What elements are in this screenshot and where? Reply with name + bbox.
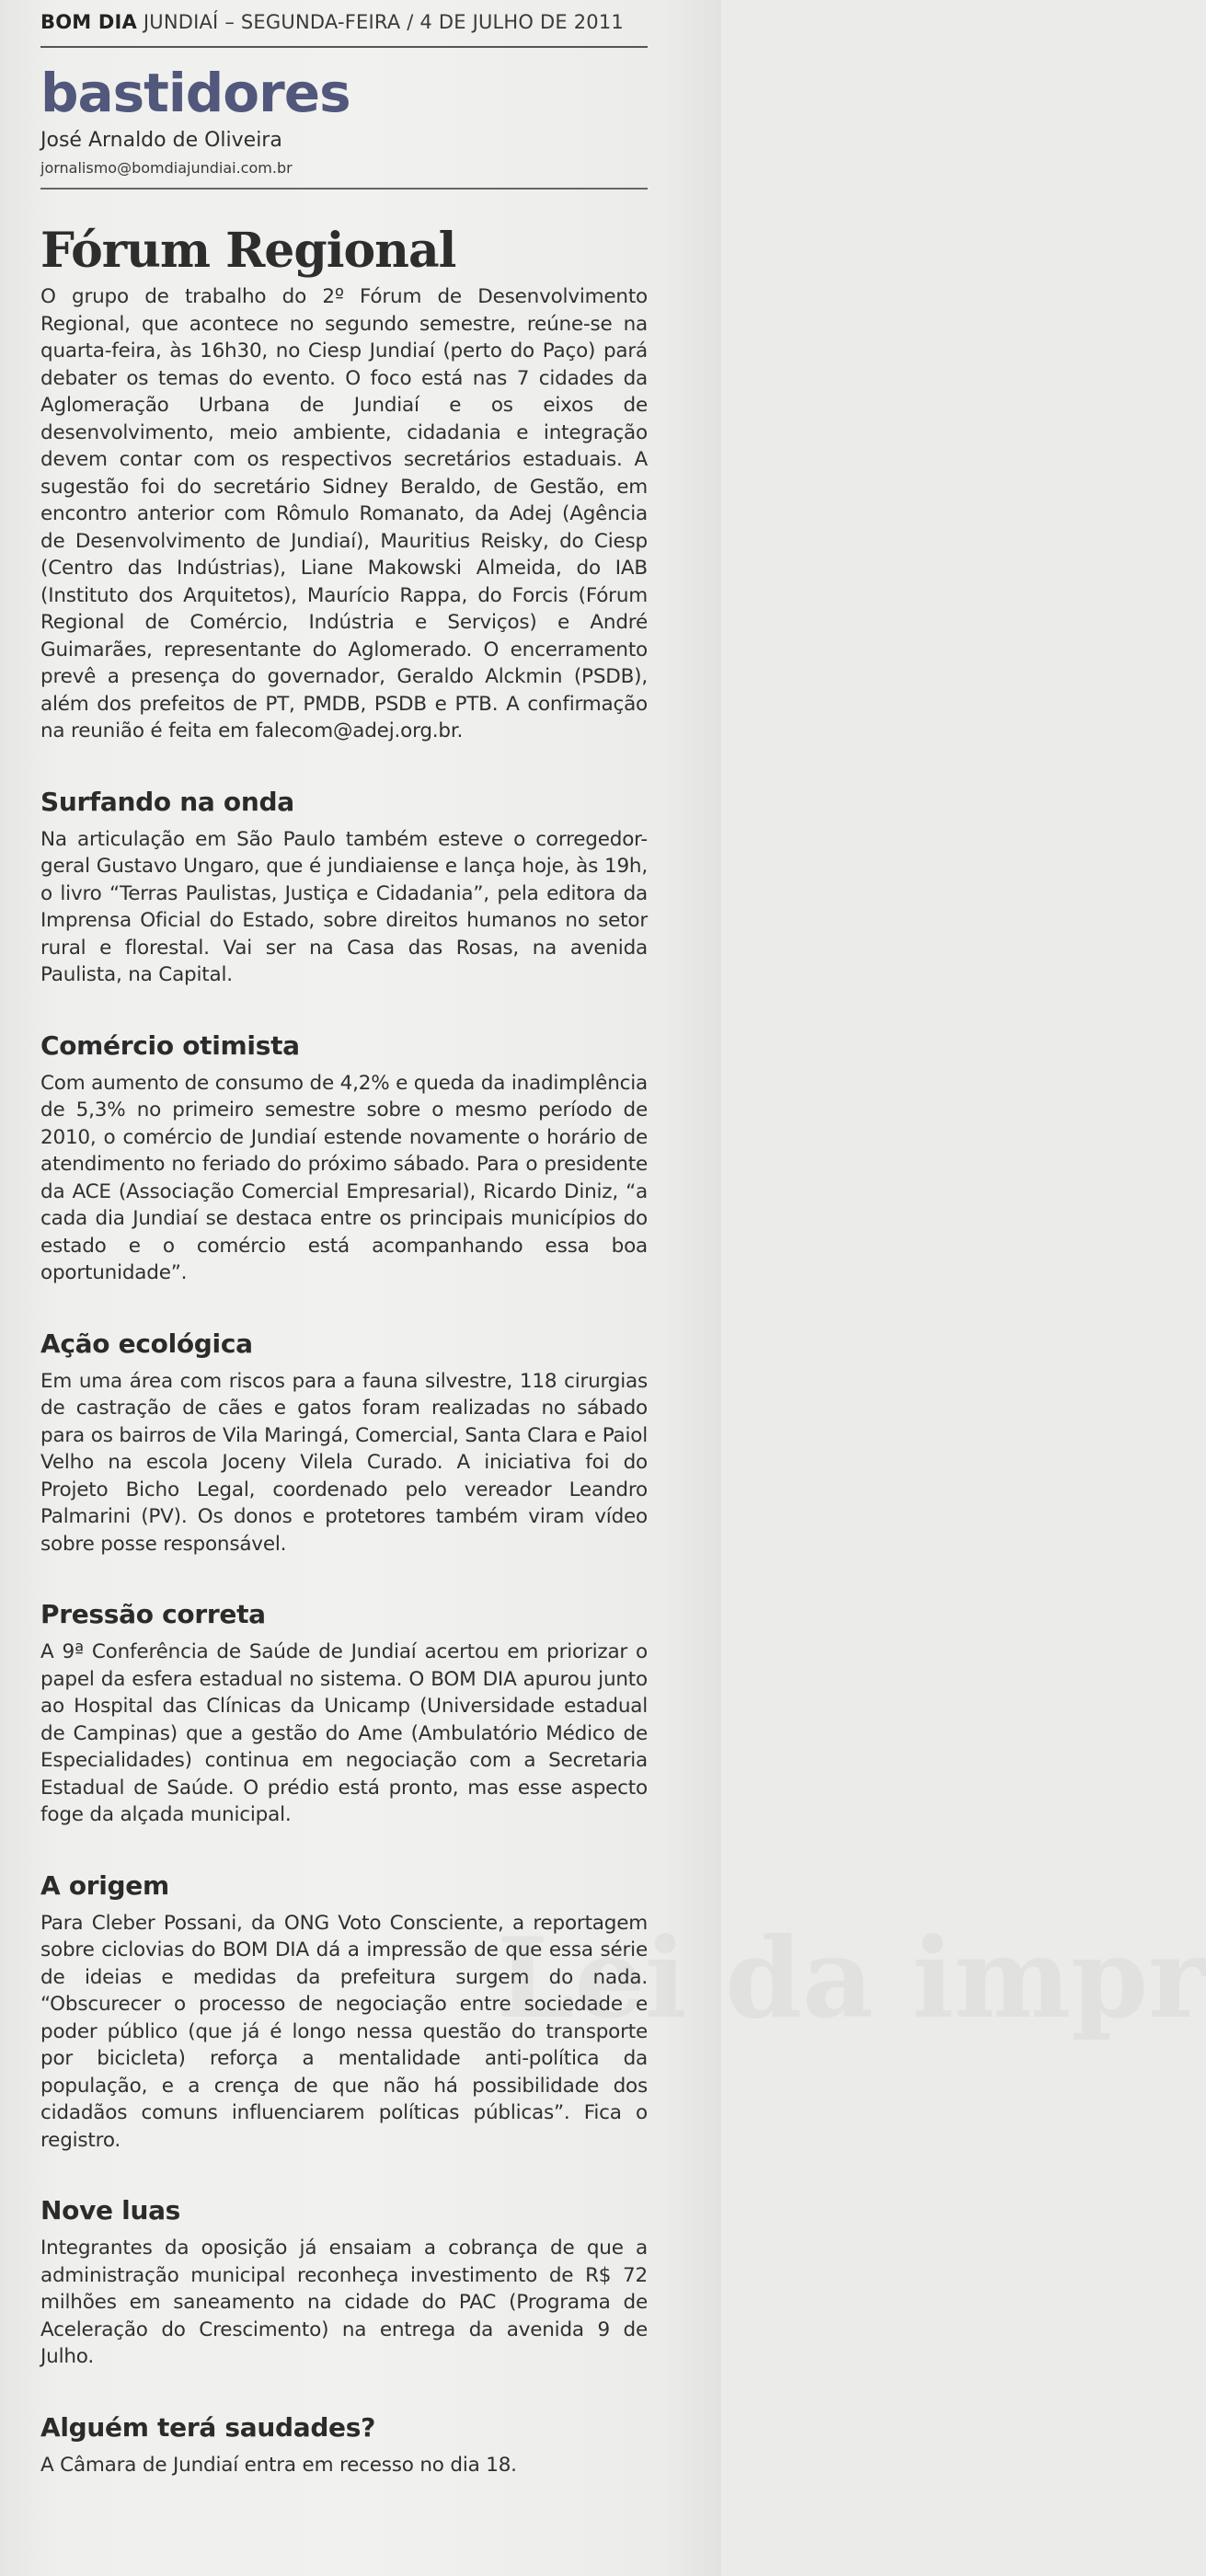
column-title: bastidores [40,62,350,124]
main-story-body: O grupo de trabalho do 2º Fórum de Desenvolvimento Regional, que acontece no segundo semestre, reúne-se na quarta-feira, às 16h30, no Ciesp Jundiaí (perto do Paço) pará debater os temas do evento. O foco está nas 7 cidades da Aglomeração Urbana de Jundiaí e os eixos de desenvolvimento, meio ambiente, cidadania e integração devem contar com os respectivos secretários estaduais. A sugestão foi do secretário Sidney Beraldo, de Gestão, em encontro anterior com Rômulo Romanato, da Adej (Agência de Desenvolvimento de Jundiaí), Mauritius Reisky, do Ciesp (Centro das Indústrias), Liane Makowski Almeida, do IAB (Instituto dos Arquitetos), Maurício Rappa, do Forcis (Fórum Regional de Comércio, Indústria e Serviços) e André Guimarães, representante do Aglomerado. O encerramento prevê a presença do governador, Geraldo Alckmin (PSDB), além dos prefeitos de PT, PMDB, PSDB e PTB. A confirmação na reunião é feita em falecom@adej.org.br. [40,285,648,742]
note-heading: Pressão correta [40,1599,266,1629]
note-body: Para Cleber Possani, da ONG Voto Consciente, a reportagem sobre ciclovias do BOM DIA dá a impressão de que essa série de ideias e medidas da prefeitura surgem do nada. “Obscurecer o processo de negociação entre sociedade e poder público (que já é longo nessa questão do transporte por bicicleta) reforça a mentalidade anti-política da população, e a crença de que não há possibilidade dos cidadãos comuns influenciarem políticas públicas”. Fica o registro. [40,1911,648,2152]
note-body: Na articulação em São Paulo também esteve o corregedor-geral Gustavo Ungaro, que é jundiaiense e lança hoje, às 19h, o livro “Terras Paulistas, Justiça e Cidadania”, pela editora da Imprensa Oficial do Estado, sobre direitos humanos no setor rural e florestal. Vai ser na Casa das Rosas, na avenida Paulista, na Capital. [40,827,648,986]
note-heading: A origem [40,1869,169,1901]
column-author: José Arnaldo de Oliveira [40,129,282,152]
note-body: A Câmara de Jundiaí entra em recesso no dia 18. [40,2453,517,2477]
note-body: A 9ª Conferência de Saúde de Jundiaí acertou em priorizar o papel da esfera estadual no sistema. O BOM DIA apurou junto ao Hospital das Clínicas da Unicamp (Universidade estadual de Campinas) que a gestão do Ame (Ambulatório Médico de Especialidades) continua em negociação com a Secretaria Estadual de Saúde. O prédio está pronto, mas esse aspecto foge da alçada municipal. [40,1640,648,1826]
masthead-date: JUNDIAÍ – SEGUNDA-FEIRA / 4 DE JULHO DE 2011 [143,11,624,33]
bleed-through-text: Lei da impr [497,1914,1206,2043]
note-heading: Surfando na onda [40,786,294,817]
note-heading: Ação ecológica [40,1328,253,1359]
note-heading: Nove luas [40,2195,181,2225]
column-email: jornalismo@bomdiajundiai.com.br [40,159,648,190]
note-heading: Comércio otimista [40,1029,300,1061]
masthead-brand: BOM DIA [40,11,137,33]
main-story-heading: Fórum Regional [40,223,456,279]
note-body: Integrantes da oposição já ensaiam a cobrança de que a administração municipal reconheça investimento de R$ 72 milhões em saneamento na cidade do PAC (Programa de Aceleração do Crescimento) na entrega da avenida 9 de Julho. [40,2237,648,2368]
note-body: Em uma área com riscos para a fauna silvestre, 118 cirurgias de castração de cães e gatos foram realizadas no sábado para os bairros de Vila Maringá, Comercial, Santa Clara e Paiol Velho na escola Joceny Vilela Curado. A iniciativa foi do Projeto Bicho Legal, coordenado pelo vereador Leandro Palmarini (PV). Os donos e protetores também viram vídeo sobre posse responsável. [40,1369,648,1556]
bastidores-column [40,0,648,2478]
masthead [40,11,648,48]
note-body: Com aumento de consumo de 4,2% e queda da inadimplência de 5,3% no primeiro semestre sobre o mesmo período de 2010, o comércio de Jundiaí estende novamente o horário de atendimento no feriado do próximo sábado. Para o presidente da ACE (Associação Comercial Empresarial), Ricardo Diniz, “a cada dia Jundiaí se destaca entre os principais municípios do estado e o comércio está acompanhando essa boa oportunidade”. [40,1071,648,1284]
note-heading: Alguém terá saudades? [40,2411,376,2443]
